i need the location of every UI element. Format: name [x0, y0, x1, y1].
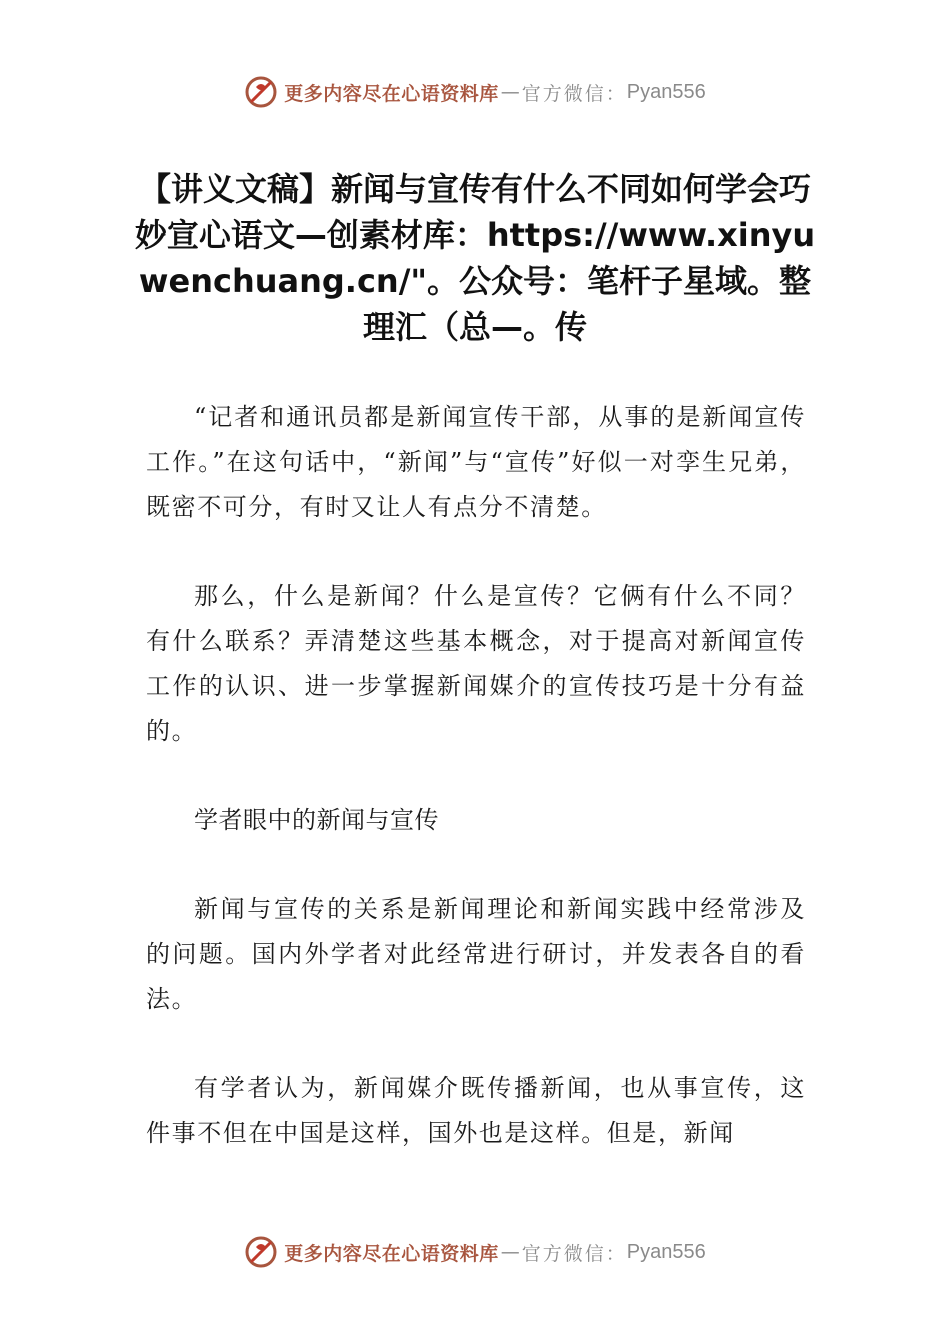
- paragraph: 新闻与宣传的关系是新闻理论和新闻实践中经常涉及的问题。国内外学者对此经常进行研讨，并发表各自的看法。: [146, 895, 806, 1013]
- document-title: 【讲义文稿】新闻与宣传有什么不同如何学会巧妙宣心语文—创素材库：https://www.xinyuwenchuang.cn/"。公众号：笔杆子星域。整理汇（总—。传: [134, 170, 816, 346]
- paragraph: “记者和通讯员都是新闻宣传干部，从事的是新闻宣传工作。”在这句话中，“新闻”与“宣传”好似一对孪生兄弟，既密不可分，有时又让人有点分不清楚。: [146, 403, 806, 521]
- banner-brand: 更多内容尽在心语资料库: [284, 1242, 499, 1265]
- logo-icon: [244, 1235, 278, 1269]
- header-watermark: [0, 70, 950, 114]
- banner-separator: —: [500, 1241, 520, 1263]
- banner-wechat-label: 官方微信：: [521, 82, 627, 105]
- footer-watermark: [0, 1230, 950, 1274]
- banner-separator: —: [500, 81, 520, 103]
- paragraph: 那么，什么是新闻？什么是宣传？它俩有什么不同？有什么联系？弄清楚这些基本概念，对于提高对新闻宣传工作的认识、进一步掌握新闻媒介的宣传技巧是十分有益的。: [146, 582, 806, 745]
- banner-wechat-id: Pyan556: [626, 80, 706, 103]
- section-heading: 学者眼中的新闻与宣传: [194, 806, 439, 834]
- logo-icon: [244, 75, 278, 109]
- paragraph: 有学者认为，新闻媒介既传播新闻，也从事宣传，这件事不但在中国是这样，国外也是这样。但是，新闻: [146, 1074, 806, 1147]
- banner-wechat-label: 官方微信：: [521, 1242, 627, 1265]
- document-body: [146, 395, 806, 1200]
- banner-brand: 更多内容尽在心语资料库: [284, 82, 499, 105]
- banner-wechat-id: Pyan556: [626, 1240, 706, 1263]
